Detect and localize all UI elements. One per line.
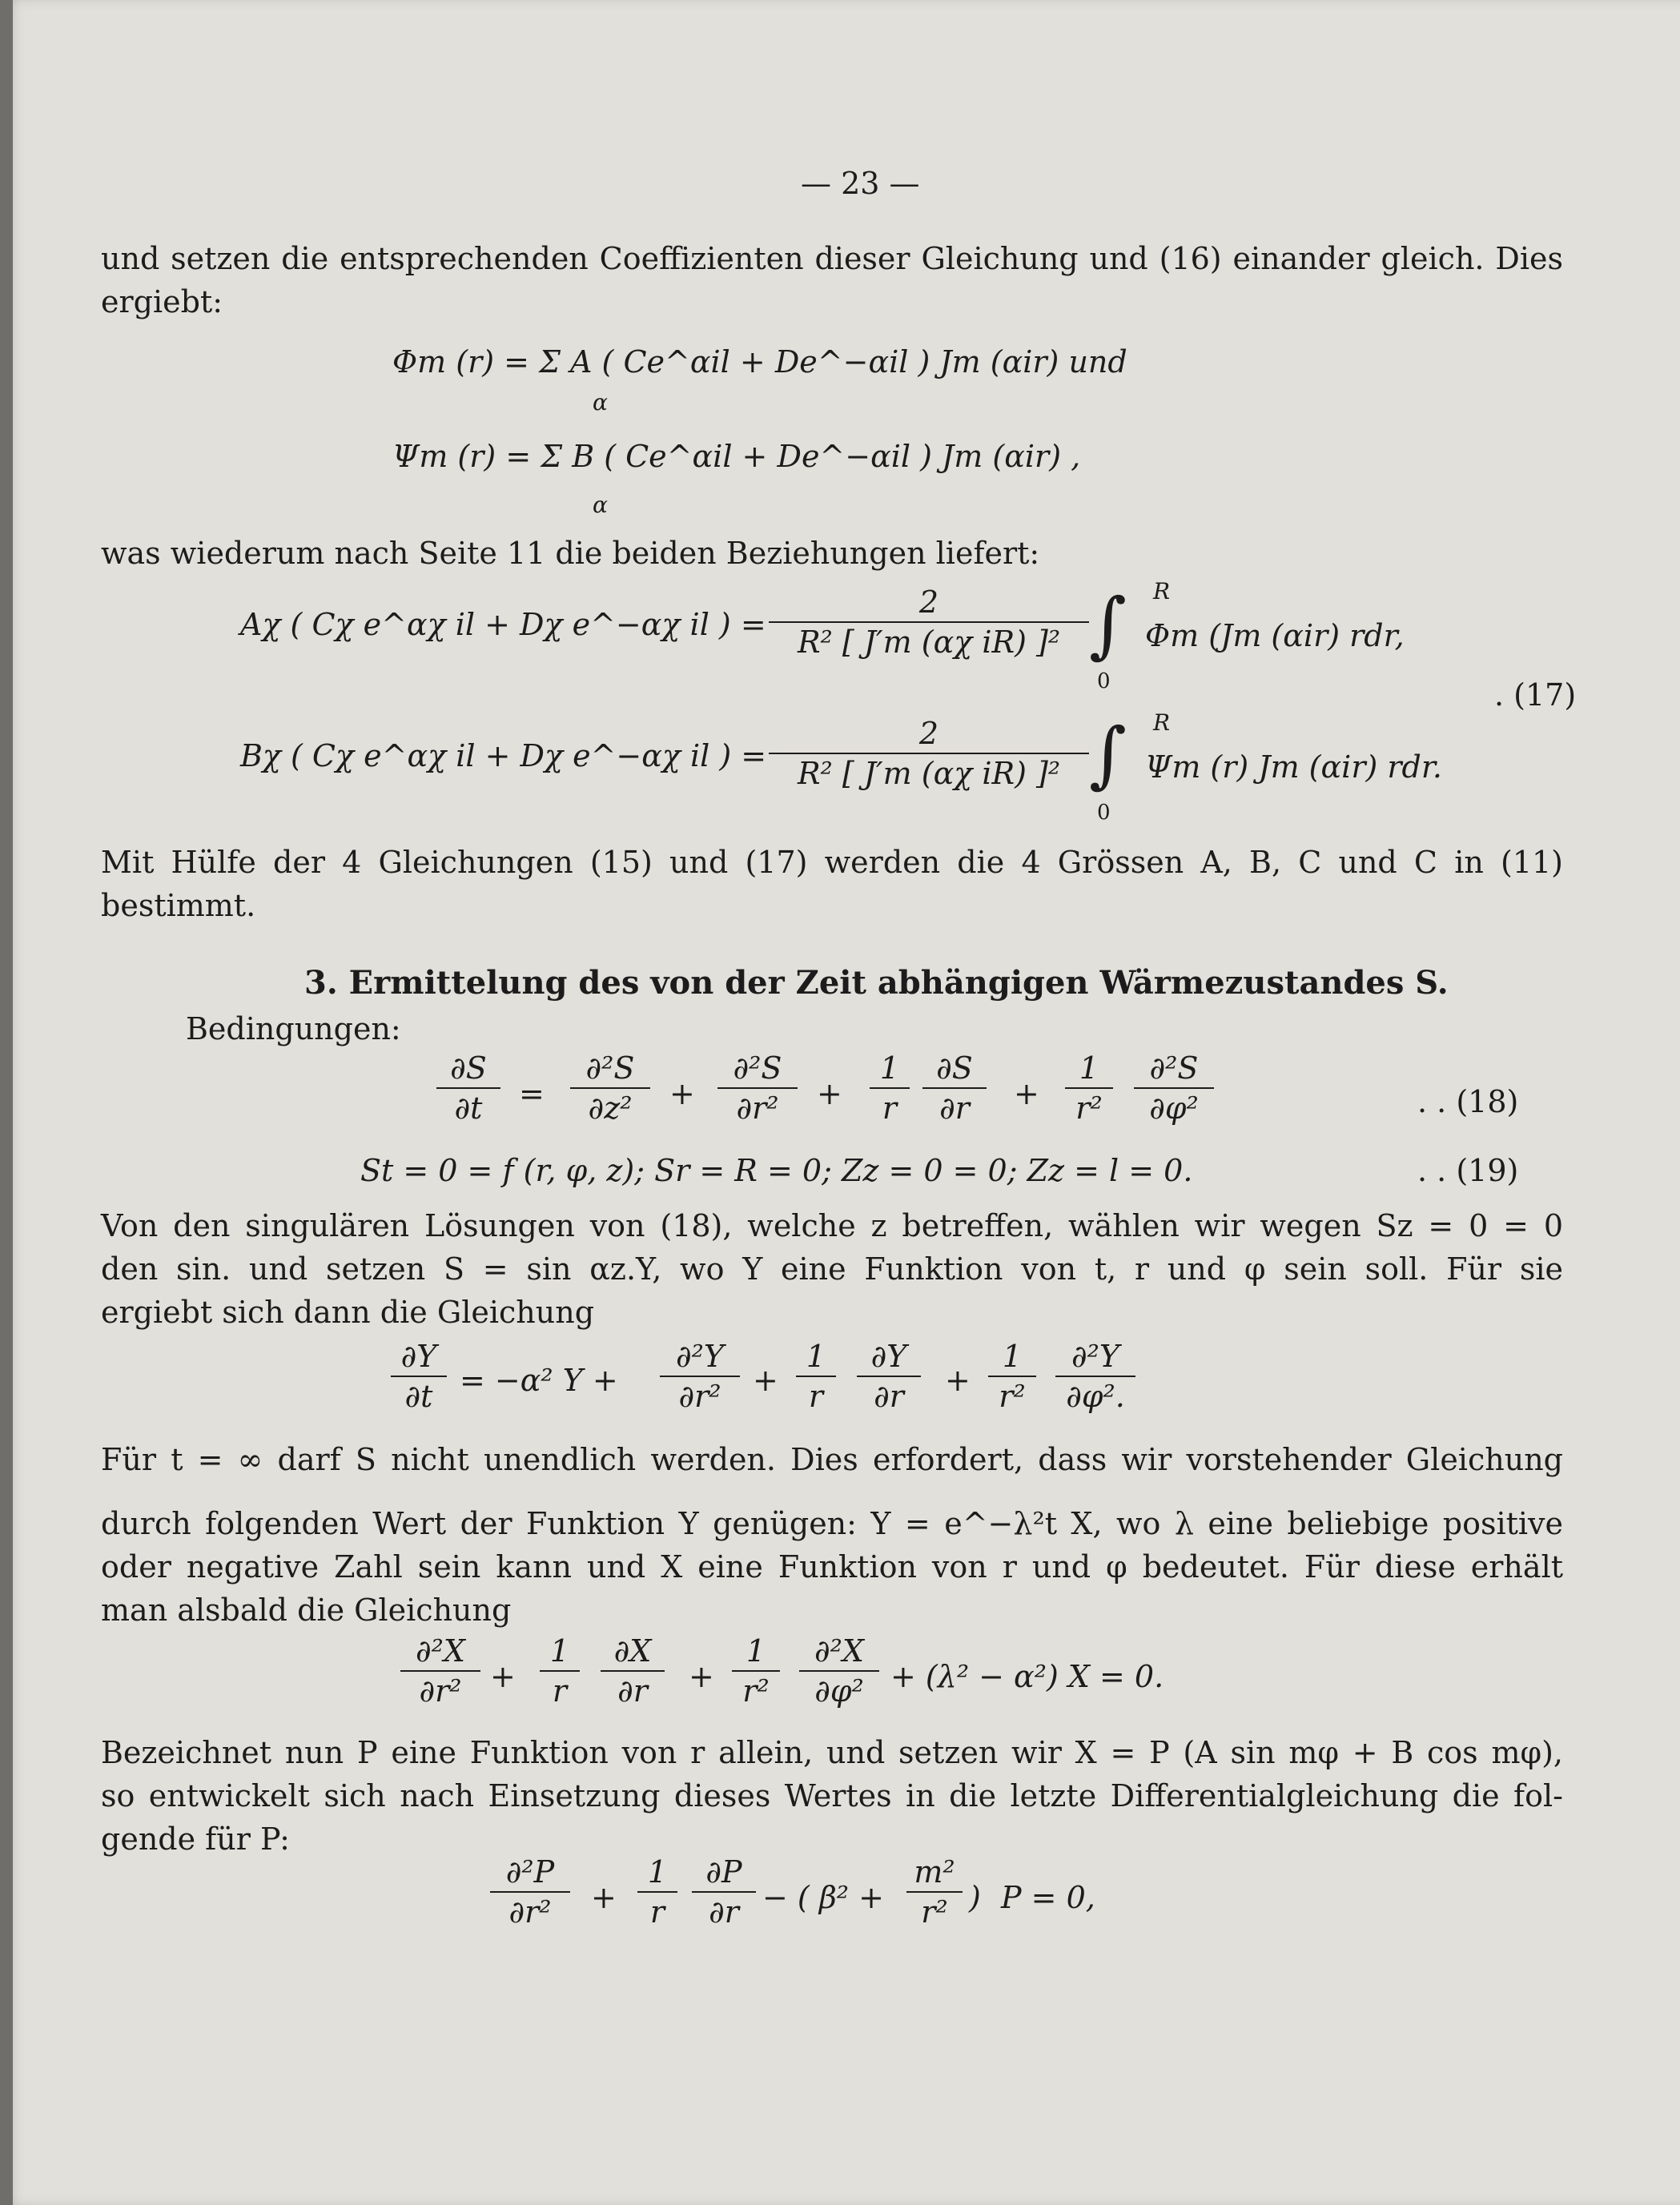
eq18-term-r-num: ∂²S [717, 1050, 798, 1089]
equation-psi: Ψm (r) = Σ B ( Ce^αil + De^−αil ) Jm (αir) , [392, 439, 1081, 474]
eq18-phi-num: ∂²S [1134, 1050, 1214, 1089]
eqY-phi-num: ∂²Y [1055, 1339, 1135, 1377]
eqY-dy-num: ∂Y [857, 1339, 921, 1377]
para-bez-line-2: so entwickelt sich nach Einsetzung dieses Wertes in die letzte Differentialgleichung die fol- [101, 1778, 1563, 1813]
eq18-term-phi [1134, 1050, 1214, 1126]
eqX-dr-den: ∂r [617, 1673, 648, 1709]
eqX-plus-2: + [689, 1659, 714, 1694]
eq18-one-num: 1 [870, 1050, 910, 1089]
eqX-dx-dr [601, 1633, 665, 1709]
eqP-dp-dr [692, 1854, 756, 1930]
eq18-plus-3: + [1014, 1076, 1039, 1111]
para-von-line-2: den sin. und setzen S = sin αz.Y, wo Y eine Funktion von t, r und φ sein soll. Für sie [101, 1251, 1563, 1287]
para-bez-line-3: gende für P: [101, 1821, 290, 1857]
eqX-r-num: ∂²X [400, 1633, 480, 1672]
eqP-r-den: ∂r² [508, 1894, 552, 1930]
eqY-lhs-den: ∂t [404, 1379, 433, 1414]
eq17-b-denominator: R² [ J′m (αχ iR) ]² [797, 756, 1061, 791]
equation-phi: Φm (r) = Σ A ( Ce^αil + De^−αil ) Jm (αir) und [392, 344, 1127, 380]
eq18-one-over-r2 [1065, 1050, 1113, 1126]
section-heading: 3. Ermittelung des von der Zeit abhängigen Wärmezustandes S. [304, 964, 1449, 1002]
eqY-dy-dr [857, 1339, 921, 1414]
eq18-lhs-num: ∂S [436, 1050, 500, 1089]
eq18-equals: = [519, 1076, 545, 1111]
eqX-one-num: 1 [540, 1633, 580, 1672]
eqY-one-num: 1 [796, 1339, 836, 1377]
eqY-phi-den: ∂φ². [1066, 1379, 1125, 1414]
eqY-r-den: ∂r² [678, 1379, 721, 1414]
eqP-term-r [490, 1854, 570, 1930]
integral-upper-b: R [1153, 709, 1171, 736]
integral-sign-a: ∫ [1089, 583, 1127, 667]
eqX-phi-num: ∂²X [799, 1633, 879, 1672]
para-fuer-line-1: Für t = ∞ darf S nicht unendlich werden. Dies erfordert, dass wir vorstehender Gleichung [101, 1442, 1563, 1477]
eq18-term-r-den: ∂r² [736, 1090, 779, 1126]
eqX-one-over-r2 [732, 1633, 780, 1709]
eq18-phi-den: ∂φ² [1149, 1090, 1199, 1126]
eq17-b-left: Bχ ( Cχ e^αχ il + Dχ e^−αχ il ) = [240, 738, 767, 773]
eq18-one2-num: 1 [1065, 1050, 1113, 1089]
eqP-paren-close: ) [969, 1880, 981, 1915]
eqP-one-over-r [637, 1854, 677, 1930]
eq17-label: . (17) [1494, 677, 1577, 713]
eq19: St = 0 = f (r, φ, z); Sr = R = 0; Zz = 0 = 0; Zz = l = 0. [360, 1153, 1193, 1188]
eqY-r-num: ∂²Y [660, 1339, 740, 1377]
intro-line-2: ergiebt: [101, 284, 223, 319]
eqP-m2-over-r2 [906, 1854, 963, 1930]
eq18-label: . . (18) [1417, 1084, 1519, 1119]
eq18-dr-den: ∂r [939, 1090, 970, 1126]
eqP-r-den2: r [649, 1894, 665, 1930]
integral-upper-a: R [1153, 578, 1171, 604]
eqY-r2-den: r² [999, 1379, 1026, 1414]
eqX-one2-num: 1 [732, 1633, 780, 1672]
eqP-one-num: 1 [637, 1854, 677, 1893]
para-von-line-3: ergiebt sich dann die Gleichung [101, 1295, 595, 1330]
eqP-r2-den: r² [921, 1894, 948, 1930]
eqP-paren-open: − ( β² + [762, 1880, 884, 1915]
eqP-m2-num: m² [906, 1854, 963, 1893]
eq17-a-fraction [769, 584, 1089, 660]
eq17-a-right: Φm (Jm (αir) rdr, [1145, 618, 1405, 653]
sum-index-phi: α [593, 389, 608, 416]
eqX-phi-den: ∂φ² [814, 1673, 864, 1709]
page-binding-edge [0, 0, 13, 2205]
eqP-plus-1: + [591, 1880, 617, 1915]
eqY-middle: = −α² Y + [460, 1363, 618, 1398]
para-fuer-line-3: oder negative Zahl sein kann und X eine Funktion von r und φ bedeutet. Für diese erhält [101, 1549, 1563, 1584]
eq18-r2-den: r² [1075, 1090, 1103, 1126]
eqY-one-over-r2 [988, 1339, 1036, 1414]
eqY-one-over-r [796, 1339, 836, 1414]
eq17-a-numerator: 2 [769, 584, 1089, 623]
eq17-a-left: Aχ ( Cχ e^αχ il + Dχ e^−αχ il ) = [240, 607, 766, 642]
bedingungen-label: Bedingungen: [186, 1011, 401, 1046]
eqY-lhs [391, 1339, 447, 1414]
eq19-label: . . (19) [1417, 1153, 1519, 1188]
eqX-term-phi [799, 1633, 879, 1709]
eq18-r-den: r [882, 1090, 898, 1126]
eq17-a-denominator: R² [ J′m (αχ iR) ]² [797, 625, 1061, 660]
eqY-one2-num: 1 [988, 1339, 1036, 1377]
intro-line-1: und setzen die entsprechenden Coeffizienten dieser Gleichung und (16) einander gleich. Dies [101, 241, 1563, 276]
eq18-ds-dr [922, 1050, 987, 1126]
eqP-dr-den: ∂r [709, 1894, 739, 1930]
eq17-b-right: Ψm (r) Jm (αir) rdr. [1145, 749, 1442, 785]
eqX-dx-num: ∂X [601, 1633, 665, 1672]
eqY-r-den2: r [808, 1379, 824, 1414]
eq18-lhs [436, 1050, 500, 1126]
eqX-plus-1: + [490, 1659, 516, 1694]
eq18-one-over-r [870, 1050, 910, 1126]
eqY-plus-2: + [945, 1363, 971, 1398]
para-mit-line-2: bestimmt. [101, 888, 256, 923]
eqP-dp-num: ∂P [692, 1854, 756, 1893]
para-fuer-line-4: man alsbald die Gleichung [101, 1592, 512, 1628]
integral-lower-a: 0 [1097, 669, 1111, 693]
para-von-line-1: Von den singulären Lösungen von (18), welche z betreffen, wählen wir wegen Sz = 0 = 0 [101, 1208, 1563, 1243]
para-bez-line-1: Bezeichnet nun P eine Funktion von r allein, und setzen wir X = P (A sin mφ + B cos mφ), [101, 1735, 1563, 1770]
eq18-term-z-num: ∂²S [570, 1050, 650, 1089]
para-fuer-line-2: durch folgenden Wert der Funktion Y genügen: Y = e^−λ²t X, wo λ eine beliebige positive [101, 1506, 1563, 1541]
eqX-term-r [400, 1633, 480, 1709]
integral-lower-b: 0 [1097, 801, 1111, 825]
relations-text: was wiederum nach Seite 11 die beiden Beziehungen liefert: [101, 536, 1040, 571]
eqP-r-num: ∂²P [490, 1854, 570, 1893]
eqX-r2-den: r² [742, 1673, 770, 1709]
eq18-plus-1: + [669, 1076, 695, 1111]
eqY-dr-den: ∂r [874, 1379, 904, 1414]
eq18-lhs-den: ∂t [454, 1090, 483, 1126]
page-number: — 23 — [801, 166, 920, 201]
eq17-b-fraction [769, 716, 1089, 791]
eq18-term-r [717, 1050, 798, 1126]
eq18-ds-num: ∂S [922, 1050, 987, 1089]
eqX-one-over-r [540, 1633, 580, 1709]
eqP-tail: P = 0, [1001, 1880, 1095, 1915]
eqY-term-r [660, 1339, 740, 1414]
eqX-r-den2: r [552, 1673, 568, 1709]
integral-sign-b: ∫ [1089, 713, 1127, 797]
eqY-lhs-num: ∂Y [391, 1339, 447, 1377]
eq18-plus-2: + [817, 1076, 842, 1111]
eqX-tail: + (λ² − α²) X = 0. [890, 1659, 1164, 1694]
eq18-term-z-den: ∂z² [588, 1090, 633, 1126]
eq18-term-z [570, 1050, 650, 1126]
eq17-b-numerator: 2 [769, 716, 1089, 754]
eqX-r-den: ∂r² [419, 1673, 462, 1709]
eqY-term-phi [1055, 1339, 1135, 1414]
sum-index-psi: α [593, 492, 608, 518]
para-mit-line-1: Mit Hülfe der 4 Gleichungen (15) und (17) werden die 4 Grössen A, B, C und C in (11) [101, 845, 1563, 880]
eqY-plus-1: + [753, 1363, 778, 1398]
